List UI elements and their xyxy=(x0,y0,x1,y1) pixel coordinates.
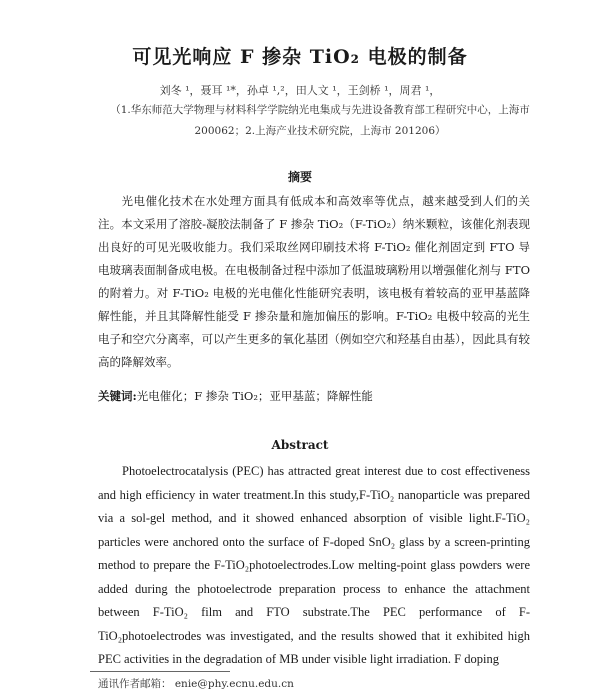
abstract-zh-heading: 摘要 xyxy=(287,170,312,184)
abstract-en-heading: Abstract xyxy=(271,438,329,452)
affiliation-line-2: 200062；2.上海产业技术研究院，上海市 201206） xyxy=(194,125,446,137)
author-list: 刘冬 ¹，聂耳 ¹*，孙卓 ¹,²，田人文 ¹，王剑桥 ¹，周君 ¹， xyxy=(159,84,441,97)
abstract-zh-body xyxy=(98,190,530,374)
abstract-en-text: Photoelectrocatalysis (PEC) has attracted great interest due to cost effectiveness and high efficiency in water treatment.In this study,F-TiO₂ nanoparticle was prepared via a sol-gel method, and it showed enhanced absorption of visible light.F-TiO₂ particles were anchored onto the surface of F-doped SnO₂ glass by a screen-printing method to prepare the F-TiO₂photoelectrodes.Low melting-point glass powders were added during the photoelectrode preparation process to enhance the attachment between F-TiO₂ film and FTO substrate.The PEC performance of F-TiO₂photoelectrodes was investigated, and the results showed that it exhibited high PEC activities in the degradation of MB under visible light irradiation. F doping xyxy=(98,464,530,666)
corresponding-email: 通讯作者邮箱： enie@phy.ecnu.edu.cn xyxy=(98,678,294,690)
keywords-label: 关键词: xyxy=(98,389,137,403)
keywords-text: 光电催化；F 掺杂 TiO₂；亚甲基蓝；降解性能 xyxy=(136,389,373,403)
footnote-divider xyxy=(90,671,230,672)
abstract-zh-text: 光电催化技术在水处理方面具有低成本和高效率等优点，越来越受到人们的关注。本文采用了溶胶-凝胶法制备了 F 掺杂 TiO₂（F-TiO₂）纳米颗粒，该催化剂表现出良好的可见光吸收能力。我们采取丝网印刷技术将 F-TiO₂ 催化剂固定到 FTO 导电玻璃表面制备成电极。在电极制备过程中添加了低温玻璃粉用以增强催化剂与 FTO 的附着力。对 F-TiO₂ 电极的光电催化性能研究表明，该电极有着较高的亚甲基蓝降解性能，并且其降解性能受 F 掺杂量和施加偏压的影响。F-TiO₂ 电极中较高的光生电子和空穴分离率，可以产生更多的氧化基团（例如空穴和羟基自由基），因此具有较高的降解效率。 xyxy=(98,194,530,369)
abstract-en-body xyxy=(98,460,530,672)
affiliation-line-1: （1.华东师范大学物理与材料科学学院纳光电集成与先进设备教育部工程研究中心，上海市 xyxy=(110,104,530,116)
paper-title: 可见光响应 F 掺杂 TiO₂ 电极的制备 xyxy=(132,46,468,68)
keywords xyxy=(98,388,373,404)
